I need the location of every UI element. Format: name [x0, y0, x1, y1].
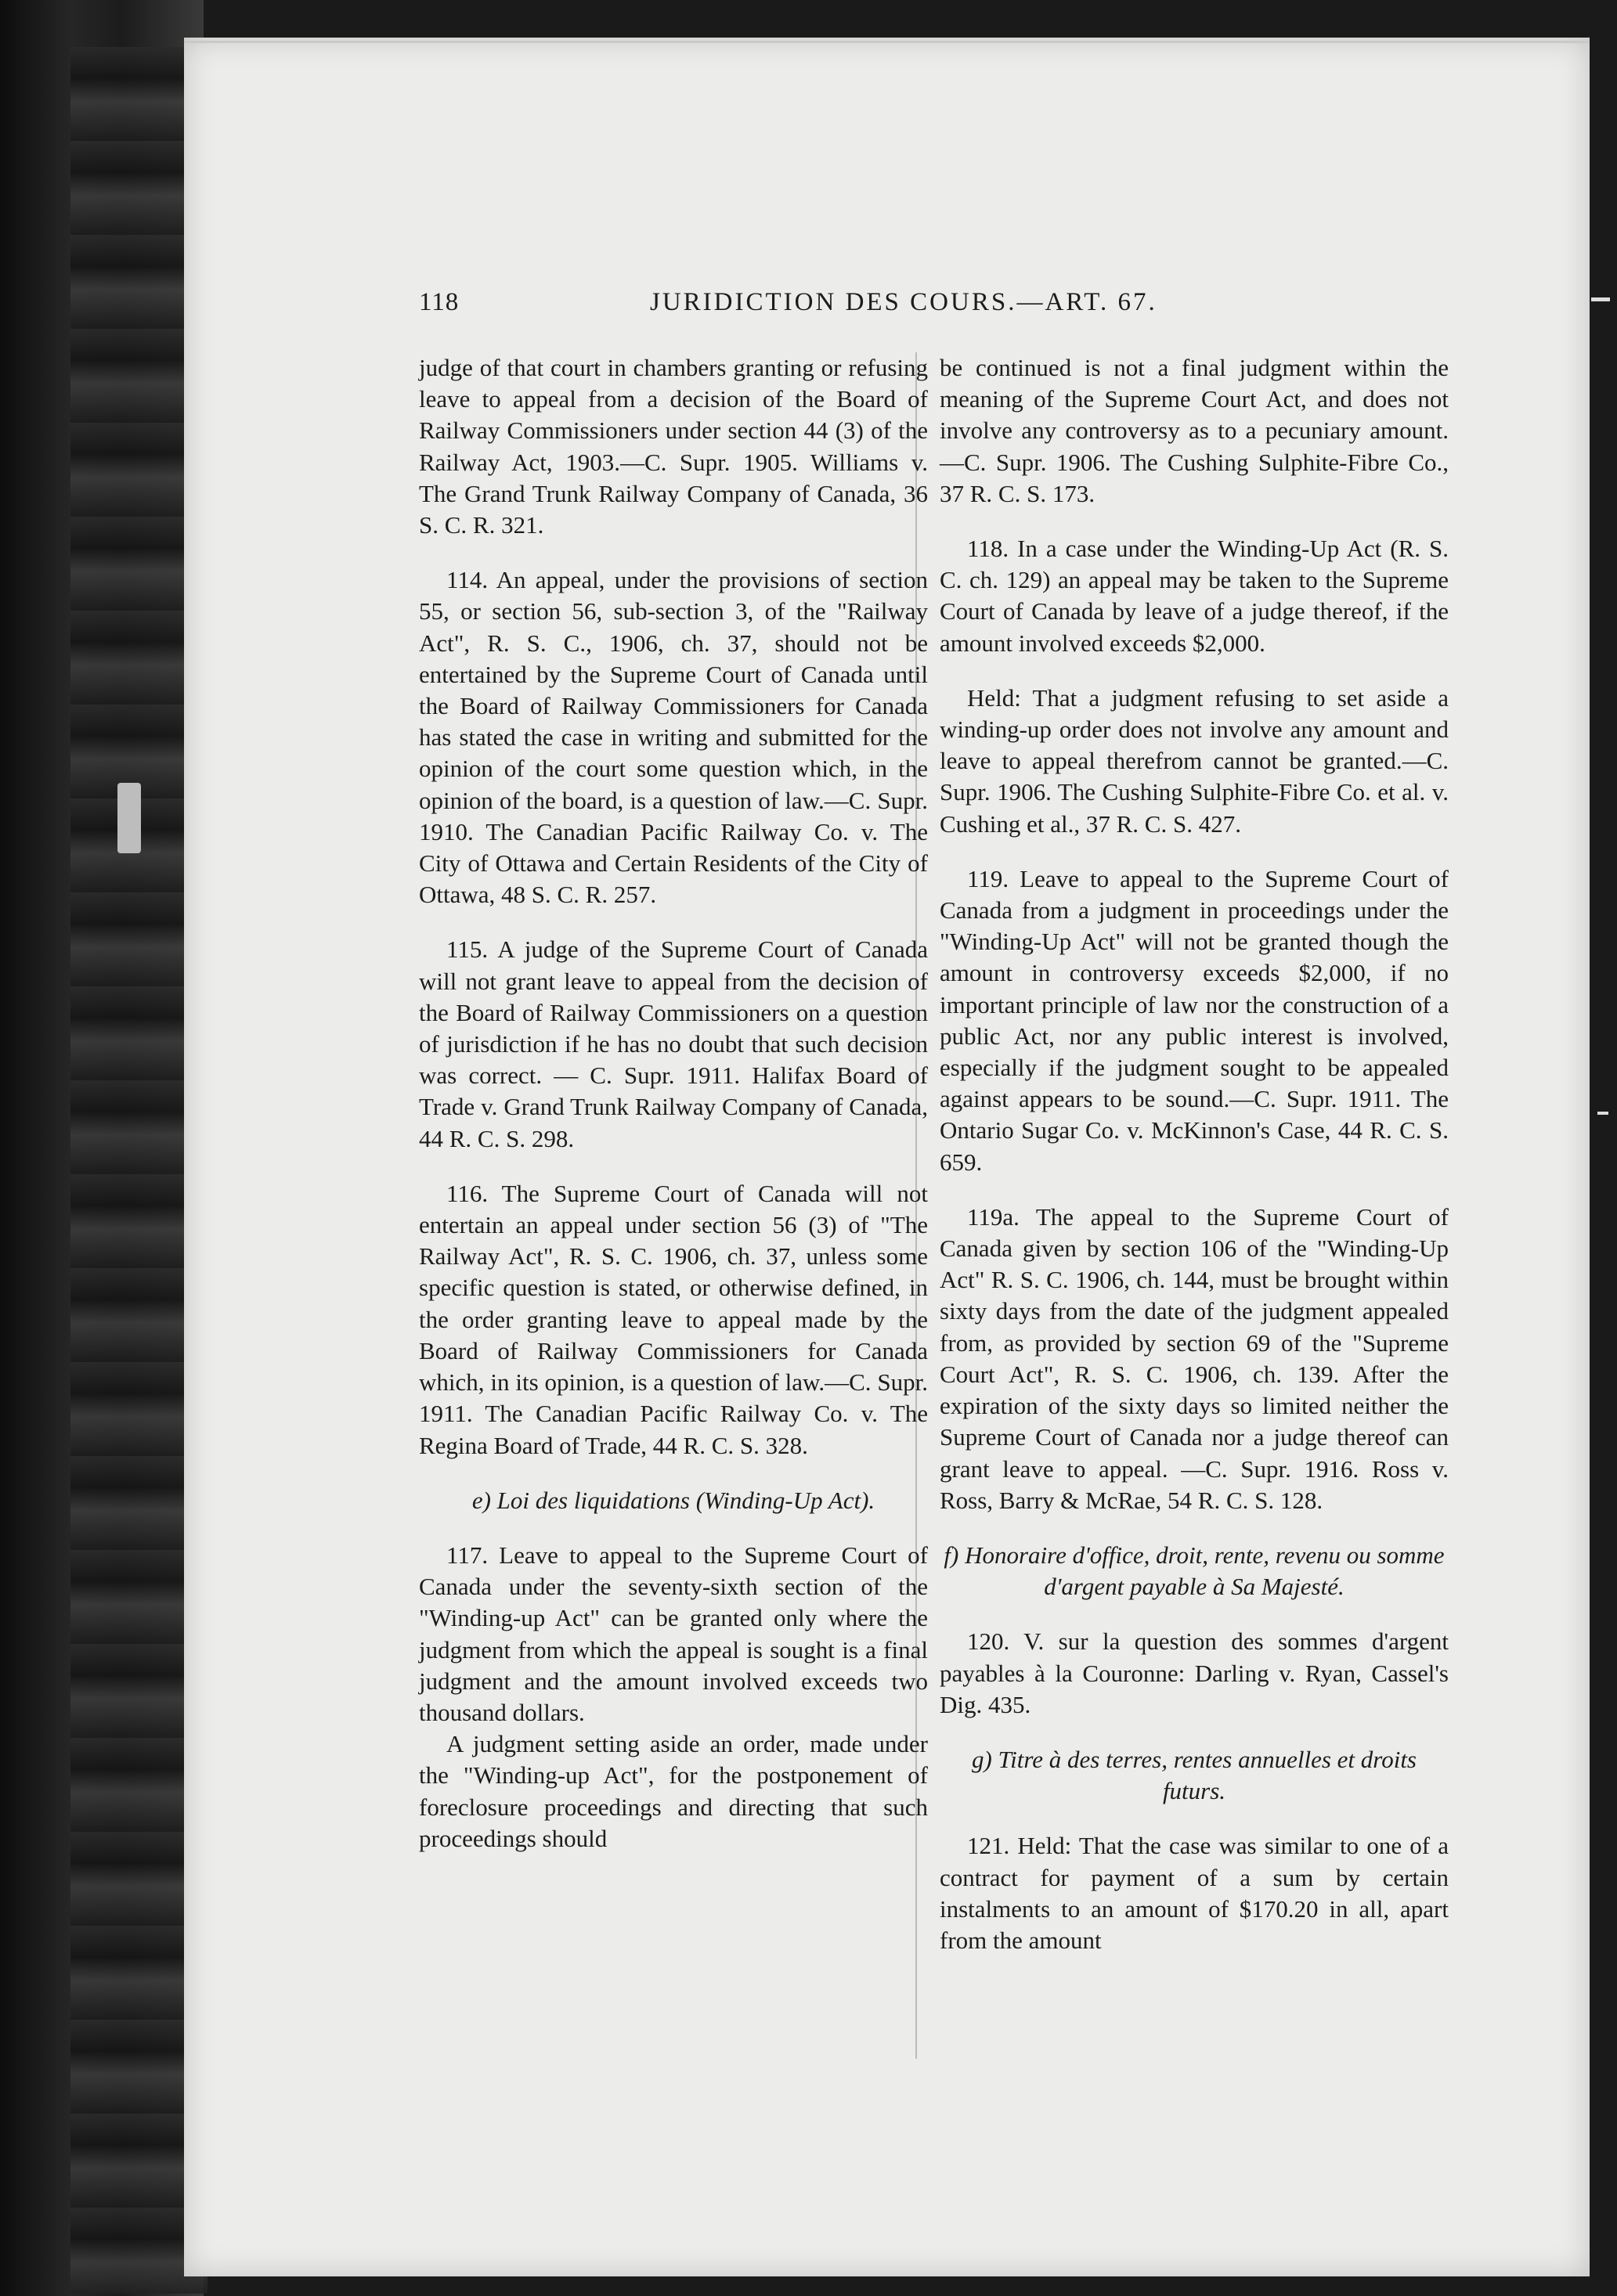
bookmark-tab — [117, 783, 141, 853]
paragraph-116: 116. The Supreme Court of Canada will not entertain an appeal under section 56 (3) of "The Railway Act", R. S. C. 1906, ch. 37, unless some specific question is stated, or otherwise defined, in the order granting leave to appeal made by the Board of Railway Commissioners for Canada which, in its opinion, is a question of law.—C. Supr. 1911. The Canadian Pacific Railway Co. v. The Regina Board of Trade, 44 R. C. S. 328. — [419, 1179, 928, 1459]
paragraph-118: 118. In a case under the Winding-Up Act (R. S. C. ch. 129) an appeal may be taken to the Supreme Court of Canada by leave of a judge thereof, if the amount involved exceeds $2,000. — [940, 535, 1449, 657]
paragraph-117: 117. Leave to appeal to the Supreme Court of Canada under the seventy-sixth section of the "Winding-up Act" can be granted only where the judgment from which the appeal is sought is a final judgment and the amount involved exceeds two thousand dollars. — [419, 1541, 928, 1726]
section-heading-f: f) Honoraire d'office, droit, rente, revenu ou somme d'argent payable à Sa Majesté. — [944, 1541, 1445, 1601]
running-header — [419, 288, 1409, 327]
scan-mark — [1591, 297, 1610, 301]
paragraph-114: 114. An appeal, under the provisions of section 55, or section 56, sub-section 3, of the "Railway Act", R. S. C., 1906, ch. 37, should not be entertained by the Supreme Court of Canada until the Board of Railway Commissioners for Canada has stated the case in writing and submitted for the opinion of the court some question which, in the opinion of the board, is a question of law.—C. Supr. 1910. The Canadian Pacific Railway Co. v. The City of Ottawa and Certain Residents of the City of Ottawa, 48 S. C. R. 257. — [419, 566, 928, 909]
paragraph-115: 115. A judge of the Supreme Court of Canada will not grant leave to appeal from the decision of the Board of Railway Commissioners on a question of jurisdiction if he has no doubt that such decision was correct. — C. Supr. 1911. Halifax Board of Trade v. Grand Trunk Railway Company of Canada, 44 R. C. S. 298. — [419, 935, 928, 1152]
paragraph-120: 120. V. sur la question des sommes d'argent payables à la Couronne: Darling v. Ryan, Cassel's Dig. 435. — [940, 1627, 1449, 1718]
paragraph-continued: be continued is not a final judgment within the meaning of the Supreme Court Act, and does not involve any controversy as to a pecuniary amount.—C. Supr. 1906. The Cushing Sulphite-Fibre Co., 37 R. C. S. 173. — [940, 354, 1449, 507]
right-column — [940, 352, 1449, 1980]
paragraph-117-cont: A judgment setting aside an order, made under the "Winding-up Act", for the postponement of foreclosure proceedings and directing that such proceedings should — [419, 1730, 928, 1852]
paragraph-118-held: Held: That a judgment refusing to set aside a winding-up order does not involve any amount and leave to appeal therefrom cannot be granted.—C. Supr. 1906. The Cushing Sulphite-Fibre Co. et al. v. Cushing et al., 37 R. C. S. 427. — [940, 683, 1449, 838]
running-title: JURIDICTION DES COURS.—ART. 67. — [650, 288, 1157, 316]
page-top-edge — [184, 41, 1590, 43]
paragraph-121: 121. Held: That the case was similar to one of a contract for payment of a sum by certain instalments to an amount of $170.20 in all, apart from the amount — [940, 1832, 1449, 1954]
paragraph-continued: judge of that court in chambers granting or refusing leave to appeal from a decision of the Board of Railway Commissioners under section 44 (3) of the Railway Act, 1903.—C. Supr. 1905. Williams v. The Grand Trunk Railway Company of Canada, 36 S. C. R. 321. — [419, 354, 928, 539]
scan-mark — [1597, 1112, 1608, 1115]
paragraph-119: 119. Leave to appeal to the Supreme Court of Canada from a judgment in proceedings under the "Winding-Up Act" will not be granted though the amount in controversy exceeds $2,000, if no important principle of law nor the construction of a public Act, nor any public interest is involved, especially if the judgment sought to be appealed against appears to be sound.—C. Supr. 1911. The Ontario Sugar Co. v. McKinnon's Case, 44 R. C. S. 659. — [940, 864, 1449, 1176]
section-heading-e: e) Loi des liquidations (Winding-Up Act). — [471, 1486, 875, 1514]
left-column — [419, 352, 928, 1878]
paragraph-119a: 119a. The appeal to the Supreme Court of Canada given by section 106 of the "Winding-Up Act" R. S. C. 1906, ch. 144, must be brought within sixty days from the date of the judgment appealed from, as provided by section 69 of the "Supreme Court Act", R. S. C. 1906, ch. 139. After the expiration of the sixty days so limited neither the Supreme Court of Canada nor a judge thereof can grant leave to appeal. —C. Supr. 1916. Ross v. Ross, Barry & McRae, 54 R. C. S. 128. — [940, 1202, 1449, 1514]
section-heading-g: g) Titre à des terres, rentes annuelles et droits futurs. — [972, 1745, 1417, 1805]
page-number: 118 — [419, 288, 460, 316]
